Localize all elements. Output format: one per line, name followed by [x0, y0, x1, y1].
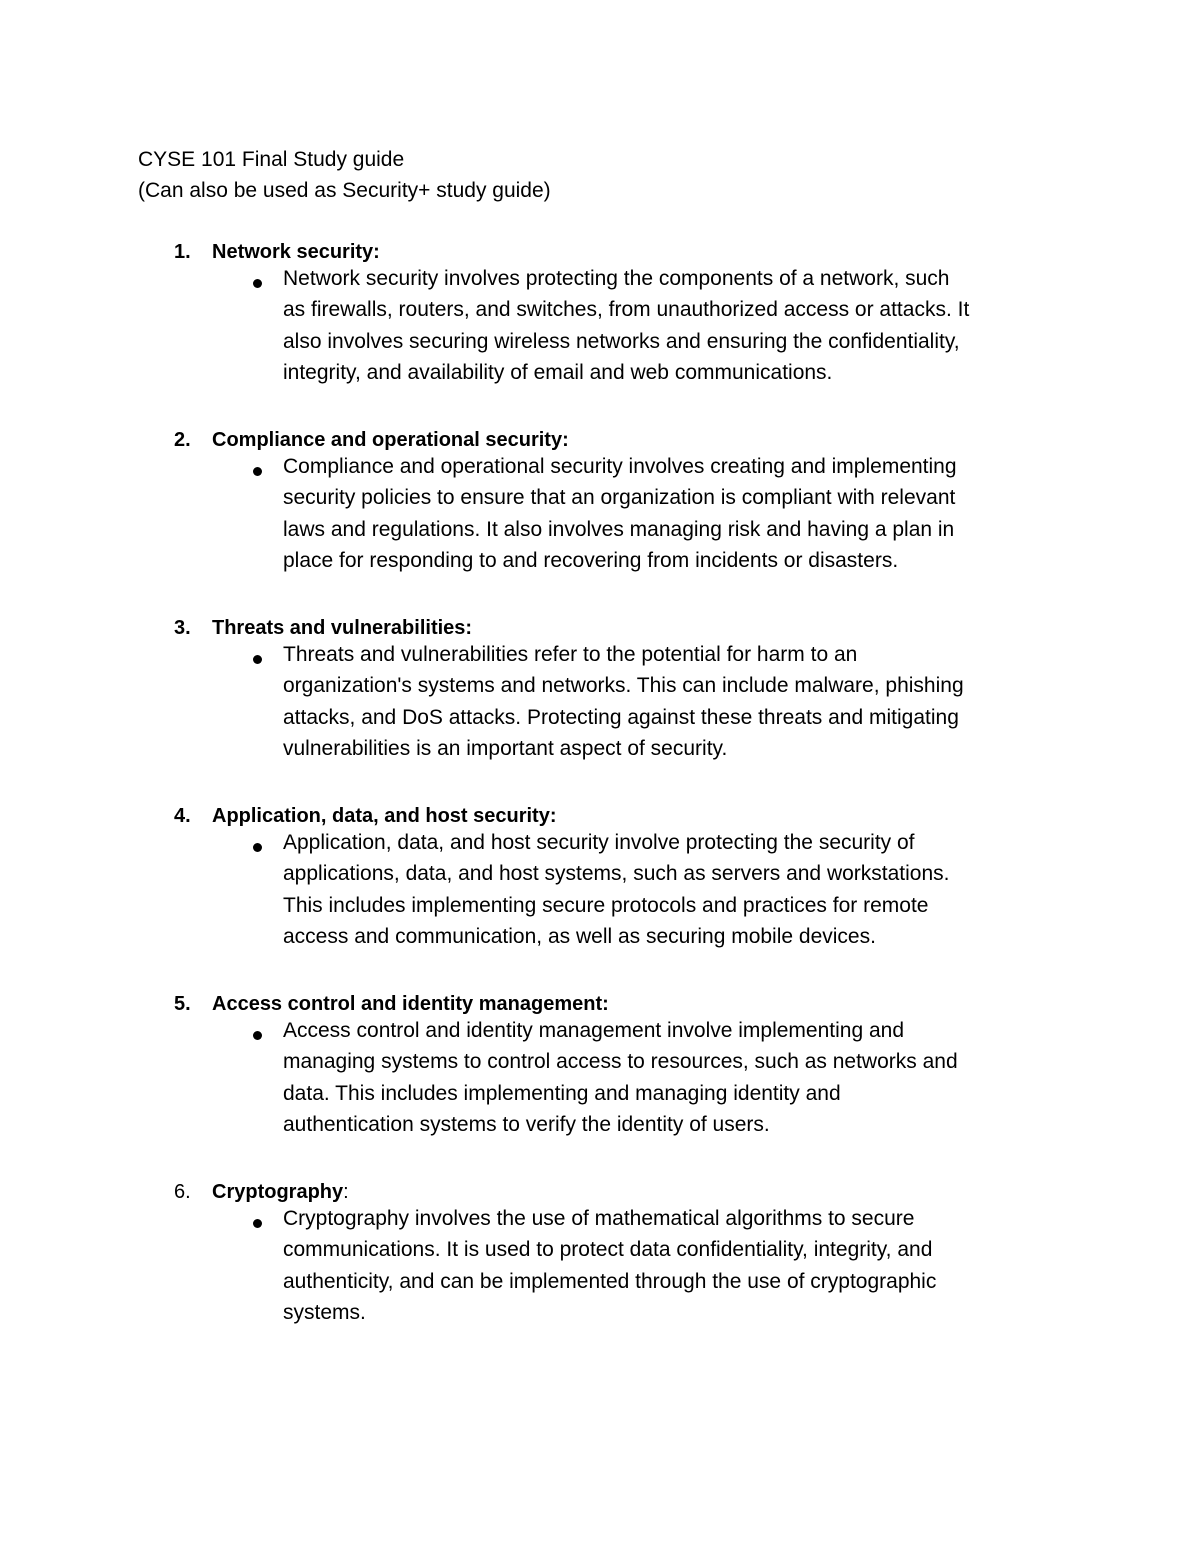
paragraph-line: systems. — [283, 1300, 366, 1324]
section-colon: : — [373, 241, 380, 263]
section-title: Network security — [212, 241, 374, 263]
section-number: 4. — [174, 805, 191, 827]
bullet-icon — [253, 843, 262, 852]
section-title: Application, data, and host security — [212, 805, 550, 827]
paragraph-line: organization's systems and networks. This can include malware, phishing — [283, 674, 964, 698]
paragraph-line: communications. It is used to protect data confidentiality, integrity, and — [283, 1238, 933, 1262]
section-paragraph — [283, 639, 1073, 764]
paragraph-line: as firewalls, routers, and switches, from unauthorized access or attacks. It — [283, 298, 970, 322]
paragraph-line: Cryptography involves the use of mathematical algorithms to secure — [283, 1207, 915, 1230]
section-title: Compliance and operational security — [212, 429, 563, 451]
paragraph-line: Network security involves protecting the components of a network, such — [283, 267, 950, 290]
section-number: 6. — [174, 1181, 191, 1203]
paragraph-line: Threats and vulnerabilities refer to the potential for harm to an — [283, 643, 858, 666]
section-colon: : — [562, 429, 569, 451]
bullet-icon — [253, 1219, 262, 1228]
paragraph-line: security policies to ensure that an organization is compliant with relevant — [283, 486, 956, 510]
section-colon: : — [602, 993, 609, 1015]
paragraph-line: integrity, and availability of email and web communications. — [283, 360, 833, 384]
paragraph-line: This includes implementing secure protocols and practices for remote — [283, 893, 929, 917]
paragraph-line: also involves securing wireless networks and ensuring the confidentiality, — [283, 329, 960, 353]
document-subtitle: (Can also be used as Security+ study guide) — [138, 179, 551, 202]
bullet-icon — [253, 655, 262, 664]
section-colon: : — [549, 805, 557, 827]
section-paragraph — [283, 451, 1073, 576]
section-number: 1. — [174, 241, 191, 263]
paragraph-line: vulnerabilities is an important aspect of security. — [283, 736, 728, 760]
section-paragraph — [283, 1203, 1073, 1328]
paragraph-line: authentication systems to verify the identity of users. — [283, 1112, 770, 1136]
paragraph-line: place for responding to and recovering from incidents or disasters. — [283, 548, 899, 572]
paragraph-line: Access control and identity management involve implementing and — [283, 1019, 905, 1042]
section-number: 5. — [174, 993, 191, 1015]
paragraph-line: laws and regulations. It also involves managing risk and having a plan in — [283, 517, 955, 541]
bullet-icon — [253, 1031, 262, 1040]
title-block — [138, 144, 1098, 206]
section-colon: : — [465, 617, 473, 639]
bullet-icon — [253, 279, 262, 288]
paragraph-line: applications, data, and host systems, such as servers and workstations. — [283, 862, 950, 886]
paragraph-line: Compliance and operational security involves creating and implementing — [283, 455, 957, 478]
paragraph-line: attacks, and DoS attacks. Protecting against these threats and mitigating — [283, 705, 959, 729]
paragraph-line: Application, data, and host security involve protecting the security of — [283, 831, 915, 854]
section-paragraph — [283, 1015, 1073, 1140]
paragraph-line: managing systems to control access to resources, such as networks and — [283, 1050, 958, 1074]
paragraph-line: data. This includes implementing and managing identity and — [283, 1081, 841, 1105]
paragraph-line: authenticity, and can be implemented through the use of cryptographic — [283, 1269, 937, 1293]
section-title: Access control and identity management — [212, 993, 603, 1015]
section-title: Cryptography — [212, 1181, 344, 1203]
section-paragraph — [283, 263, 1073, 388]
document-title: CYSE 101 Final Study guide — [138, 148, 405, 171]
section-number: 3. — [174, 617, 191, 639]
section-colon: : — [343, 1181, 349, 1203]
paragraph-line: access and communication, as well as securing mobile devices. — [283, 924, 876, 948]
section-title: Threats and vulnerabilities — [212, 617, 466, 639]
section-number: 2. — [174, 429, 191, 451]
section-paragraph — [283, 827, 1073, 952]
bullet-icon — [253, 467, 262, 476]
